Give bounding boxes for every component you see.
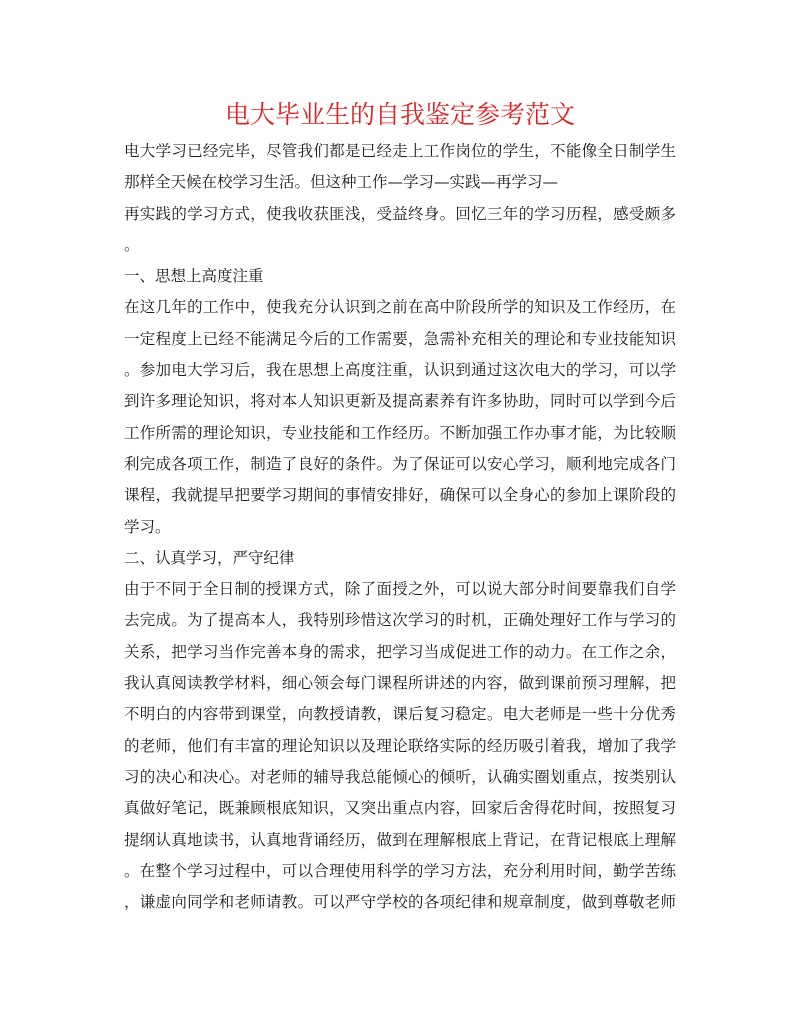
- body-line: 一、思想上高度注重: [124, 267, 264, 286]
- body-line: 利完成各项工作，制造了良好的条件。为了保证可以安心学习，顺利地完成各门: [124, 454, 676, 473]
- body-line: 电大学习已经完毕，尽管我们都是已经走上工作岗位的学生，不能像全日制学生: [124, 142, 676, 160]
- body-line: 工作所需的理论知识，专业技能和工作经历。不断加强工作办事才能，为比较顺: [124, 423, 676, 442]
- body-line: ，谦虚向同学和老师请教。可以严守学校的各项纪律和规章制度，做到尊敬老师: [124, 893, 676, 912]
- body-line: 再实践的学习方式，使我收获匪浅，受益终身。回忆三年的学习历程，感受颇多: [124, 204, 676, 223]
- body-line: 。参加电大学习后，我在思想上高度注重，认识到通过这次电大的学习，可以学: [124, 361, 676, 380]
- body-line: 那样全天候在校学习生活。但这种工作—学习—实践—再学习—: [124, 173, 559, 192]
- document-body: [124, 136, 676, 918]
- body-line: 学习。: [124, 517, 171, 536]
- body-line: 的老师，他们有丰富的理论知识以及理论联络实际的经历吸引着我，增加了我学: [124, 736, 676, 755]
- document-title: 电大毕业生的自我鉴定参考范文: [224, 100, 575, 129]
- body-line: 去完成。为了提高本人，我特别珍惜这次学习的时机，正确处理好工作与学习的: [124, 611, 676, 630]
- body-line: 我认真阅读教学材料，细心领会每门课程所讲述的内容，做到课前预习理解，把: [124, 674, 676, 693]
- body-line: 。: [124, 235, 140, 254]
- body-line: 习的决心和决心。对老师的辅导我总能倾心的倾听，认确实圈划重点，按类别认: [124, 767, 676, 786]
- body-line: 关系，把学习当作完善本身的需求，把学习当成促进工作的动力。在工作之余，: [124, 642, 676, 661]
- body-line: 到许多理论知识，将对本人知识更新及提高素养有许多协助，同时可以学到今后: [124, 392, 676, 411]
- body-line: 课程，我就提早把要学习期间的事情安排好，确保可以全身心的参加上课阶段的: [124, 486, 676, 505]
- body-line: 。在整个学习过程中，可以合理使用科学的学习方法，充分利用时间，勤学苦练: [124, 861, 676, 880]
- body-line: 一定程度上已经不能满足今后的工作需要，急需补充相关的理论和专业技能知识: [124, 329, 676, 348]
- body-line: 提纲认真地读书，认真地背诵经历，做到在理解根底上背记，在背记根底上理解: [124, 830, 676, 849]
- body-line: 不明白的内容带到课堂，向教授请教，课后复习稳定。电大老师是一些十分优秀: [124, 705, 676, 724]
- body-line: 在这几年的工作中，使我充分认识到之前在高中阶段所学的知识及工作经历，在: [124, 298, 676, 317]
- body-line: 由于不同于全日制的授课方式，除了面授之外，可以说大部分时间要靠我们自学: [124, 580, 676, 599]
- body-line: 二、认真学习，严守纪律: [124, 548, 295, 567]
- body-line: 真做好笔记，既兼顾根底知识，又突出重点内容，回家后舍得花时间，按照复习: [124, 799, 676, 818]
